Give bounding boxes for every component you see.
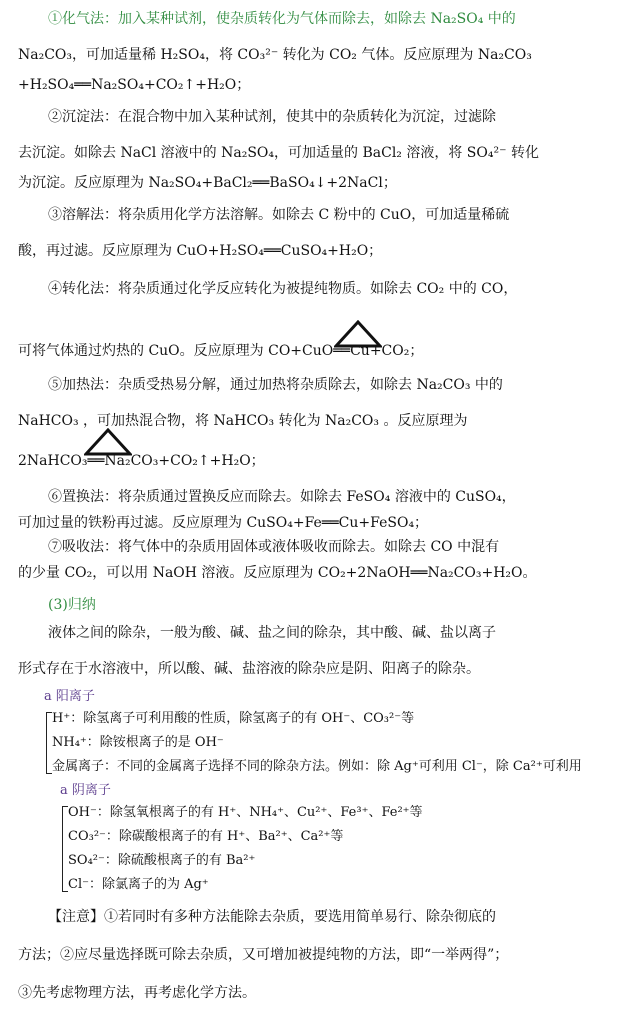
text-line: 形式存在于水溶液中，所以酸、碱、盐溶液的除杂应是阴、阳离子的除杂。 (18, 661, 480, 677)
text-line: SO₄²⁻：除硫酸根离子的有 Ba²⁺ (68, 853, 256, 868)
text-line: NaHCO₃ ，可加热混合物，将 NaHCO₃ 转化为 Na₂CO₃ 。反应原理为 (18, 413, 468, 429)
text-line: ③溶解法：将杂质用化学方法溶解。如除去 C 粉中的 CuO，可加适量稀硫 (48, 207, 510, 223)
text-line: Na₂CO₃，可加适量稀 H₂SO₄，将 CO₃²⁻ 转化为 CO₂ 气体。反应原理为 Na₂CO₃ (18, 47, 532, 63)
text-line: 的少量 CO₂，可以用 NaOH 溶液。反应原理为 CO₂+2NaOH══Na₂CO₃+H₂O。 (18, 565, 537, 581)
note-line: 方法；②应尽量选择既可除去杂质，又可增加被提纯物的方法，即“一举两得”； (18, 947, 509, 963)
text-line: 2NaHCO₃══Na₂CO₃+CO₂↑+H₂O； (18, 453, 265, 469)
text-line: 可加过量的铁粉再过滤。反应原理为 CuSO₄+Fe══Cu+FeSO₄； (18, 515, 429, 531)
subheading-anions: a 阴离子 (60, 783, 111, 798)
text-line: CO₃²⁻：除碳酸根离子的有 H⁺、Ba²⁺、Ca²⁺等 (68, 829, 344, 844)
text-line: ②沉淀法：在混合物中加入某种试剂，使其中的杂质转化为沉淀，过滤除 (48, 109, 496, 125)
text-line: OH⁻：除氢氧根离子的有 H⁺、NH₄⁺、Cu²⁺、Fe³⁺、Fe²⁺等 (68, 805, 423, 820)
subheading-cations: a 阳离子 (44, 689, 95, 704)
text-line: ⑦吸收法：将气体中的杂质用固体或液体吸收而除去。如除去 CO 中混有 (48, 539, 500, 555)
text-line: Cl⁻：除氯离子的为 Ag⁺ (68, 877, 209, 892)
text-line: 酸，再过滤。反应原理为 CuO+H₂SO₄══CuSO₄+H₂O； (18, 243, 383, 259)
text-line: 液体之间的除杂，一般为酸、碱、盐之间的除杂，其中酸、碱、盐以离子 (48, 625, 496, 641)
text-line: 金属离子：不同的金属离子选择不同的除杂方法。例如：除 Ag⁺可利用 Cl⁻，除 Ca²⁺可利用 (52, 759, 582, 774)
text-line: NH₄⁺：除铵根离子的是 OH⁻ (52, 735, 224, 750)
text-line: 可将气体通过灼热的 CuO。反应原理为 CO+CuO══Cu+CO₂； (18, 343, 424, 359)
text-line: ①化气法：加入某种试剂，使杂质转化为气体而除去，如除去 Na₂SO₄ 中的 (48, 11, 516, 27)
note-line: ③先考虑物理方法，再考虑化学方法。 (18, 985, 256, 1001)
text-line: ⑥置换法：将杂质通过置换反应而除去。如除去 FeSO₄ 溶液中的 CuSO₄， (48, 489, 516, 505)
text-line: ⑤加热法：杂质受热易分解，通过加热将杂质除去，如除去 Na₂CO₃ 中的 (48, 377, 503, 393)
text-line: 为沉淀。反应原理为 Na₂SO₄+BaCl₂══BaSO₄↓+2NaCl； (18, 175, 397, 191)
text-line: +H₂SO₄══Na₂SO₄+CO₂↑+H₂O； (18, 77, 251, 93)
section-heading: (3)归纳 (48, 597, 96, 613)
note-line: 【注意】①若同时有多种方法能除去杂质，要选用简单易行、除杂彻底的 (48, 909, 496, 925)
text-line: ④转化法：将杂质通过化学反应转化为被提纯物质。如除去 CO₂ 中的 CO， (48, 281, 518, 297)
text-line: H⁺：除氢离子可利用酸的性质，除氢离子的有 OH⁻、CO₃²⁻等 (52, 711, 415, 726)
brace-anions (62, 806, 63, 892)
text-line: 去沉淀。如除去 NaCl 溶液中的 Na₂SO₄，可加适量的 BaCl₂ 溶液，将 SO₄²⁻ 转化 (18, 145, 539, 161)
brace-cations (46, 712, 47, 774)
